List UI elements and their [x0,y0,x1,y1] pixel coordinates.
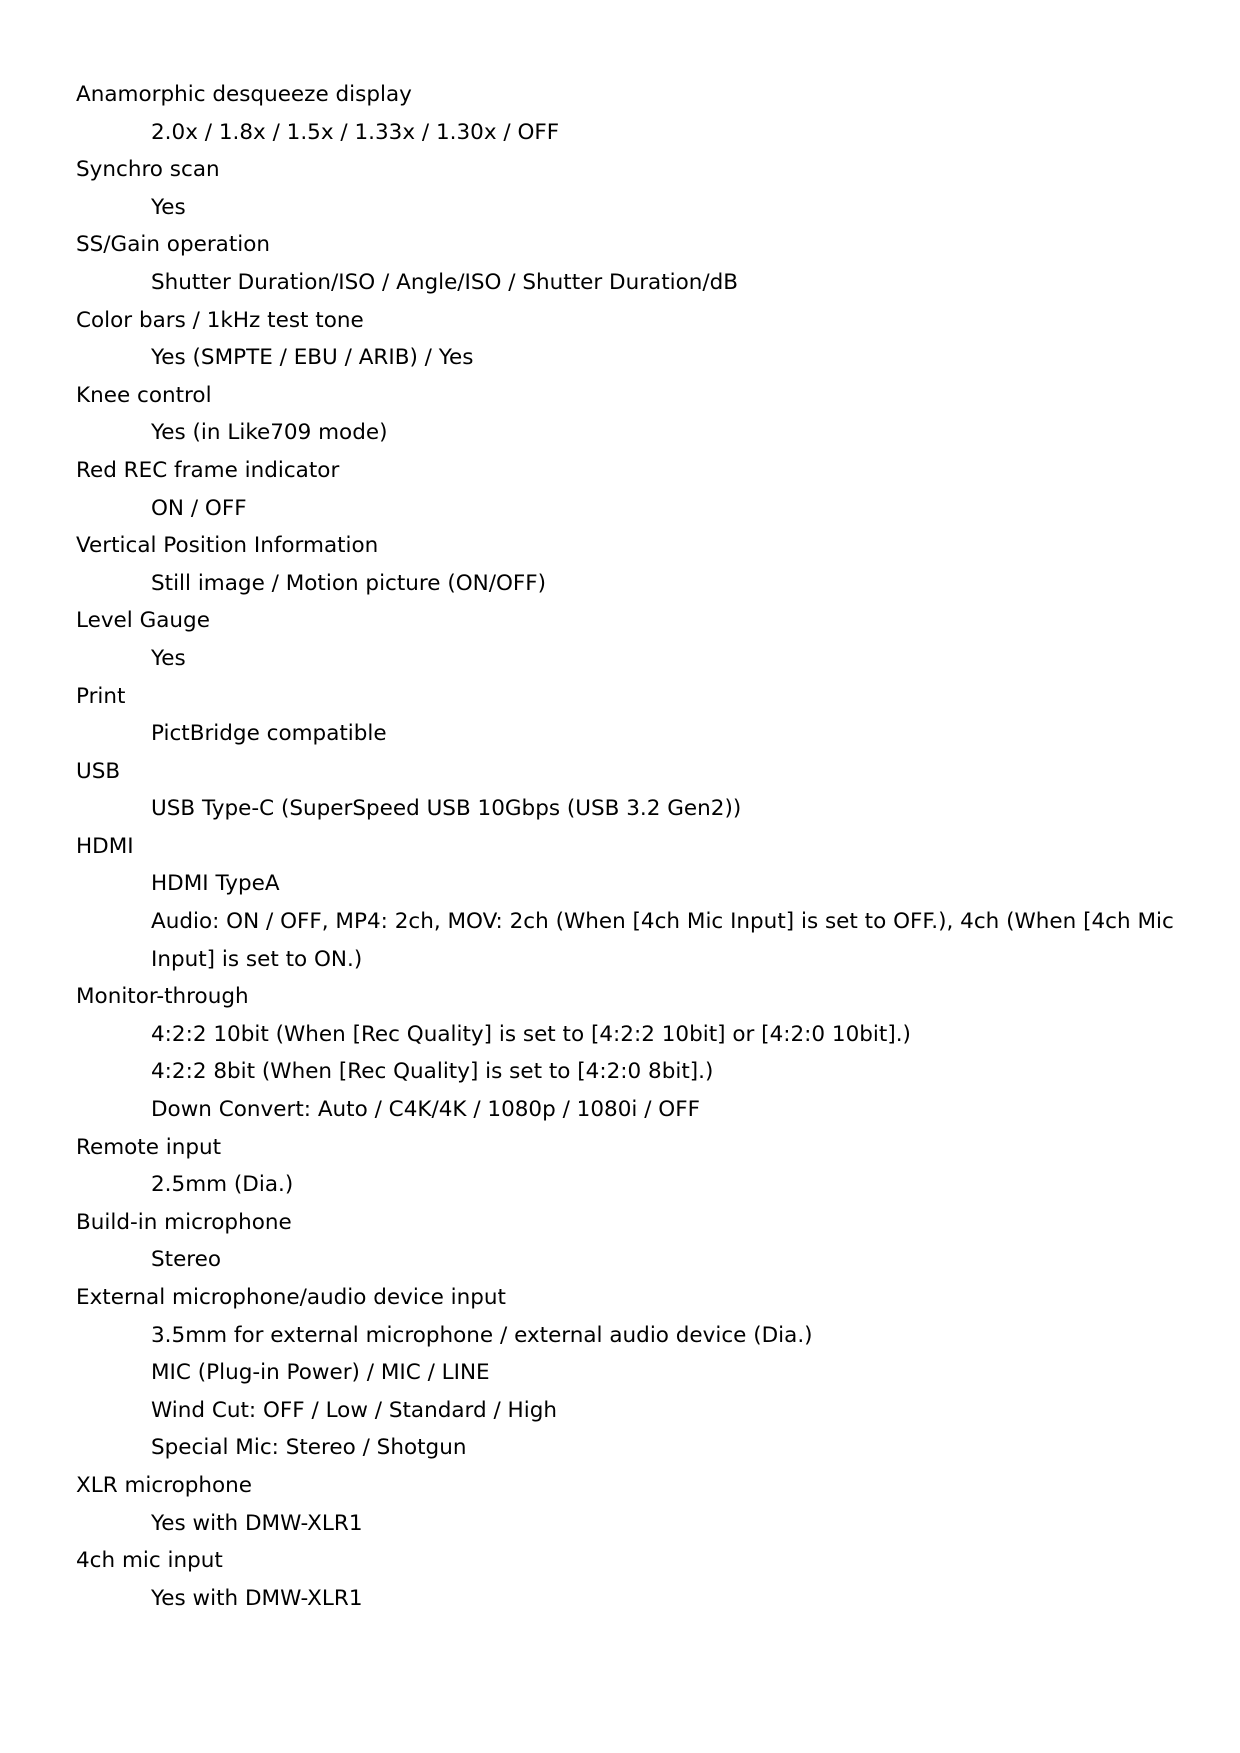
spec-value: PictBridge compatible [151,721,387,747]
spec-item [76,1204,1176,1279]
spec-label: Anamorphic desqueeze display [76,82,412,107]
spec-values [76,715,1176,753]
spec-item [76,1279,1176,1467]
spec-item [76,226,1176,301]
spec-label: Synchro scan [76,157,220,183]
spec-value: Down Convert: Auto / C4K/4K / 1080p / 1080i / OFF [151,1097,700,1123]
spec-value: Special Mic: Stereo / Shotgun [151,1435,467,1461]
spec-value: Shutter Duration/ISO / Angle/ISO / Shutter Duration/dB [151,269,739,295]
spec-item [76,1542,1176,1617]
spec-item [76,753,1176,828]
spec-label: Red REC frame indicator [76,457,340,483]
spec-label: Build-in microphone [76,1209,292,1235]
spec-value: 2.5mm (Dia.) [151,1172,294,1198]
spec-item [76,302,1176,377]
spec-value: 3.5mm for external microphone / external audio device (Dia.) [151,1322,813,1348]
spec-label: Knee control [76,382,212,408]
spec-value: MIC (Plug-in Power) / MIC / LINE [151,1360,490,1386]
spec-label: SS/Gain operation [76,232,271,258]
spec-label: Print [76,683,126,709]
spec-values [76,1016,1176,1129]
spec-value: Still image / Motion picture (ON/OFF) [151,570,547,596]
spec-values [76,1166,1176,1204]
spec-label: Level Gauge [76,608,210,634]
spec-label: Remote input [76,1134,222,1160]
spec-label: XLR microphone [76,1472,253,1498]
spec-value: Yes with DMW-XLR1 [151,1585,363,1611]
spec-label: USB [76,758,121,784]
spec-item [76,1129,1176,1204]
spec-item [76,828,1176,978]
spec-values [76,189,1176,227]
spec-value: Stereo [151,1247,222,1273]
spec-item [76,452,1176,527]
spec-item [76,1467,1176,1542]
spec-item [76,76,1176,151]
spec-value: Yes [151,194,186,220]
spec-value: 2.0x / 1.8x / 1.5x / 1.33x / 1.30x / OFF [151,119,560,145]
spec-value: Yes with DMW-XLR1 [151,1510,363,1536]
spec-value: 4:2:2 10bit (When [Rec Quality] is set to [4:2:2 10bit] or [4:2:0 10bit].) [151,1021,911,1047]
spec-values [76,264,1176,302]
spec-value: Yes [151,645,186,671]
spec-values [76,565,1176,603]
spec-item [76,377,1176,452]
spec-item [76,527,1176,602]
spec-label: Monitor-through [76,984,249,1010]
spec-values [76,865,1176,978]
spec-label: Color bars / 1kHz test tone [76,307,364,333]
spec-values [76,114,1176,152]
spec-values [76,1505,1176,1543]
spec-values [76,414,1176,452]
spec-list [76,76,1176,1617]
spec-value: Yes (in Like709 mode) [151,420,388,446]
spec-values [76,339,1176,377]
spec-value: Audio: ON / OFF, MP4: 2ch, MOV: 2ch (When [4ch Mic Input] is set to OFF.), 4ch (When [4ch Mic Input] is set to ON.) [151,909,1174,972]
spec-value: 4:2:2 8bit (When [Rec Quality] is set to [4:2:0 8bit].) [151,1059,714,1085]
spec-label: HDMI [76,833,134,859]
spec-values [76,1580,1176,1618]
spec-values [76,790,1176,828]
spec-label: 4ch mic input [76,1548,223,1574]
spec-label: Vertical Position Information [76,533,379,559]
spec-item [76,978,1176,1128]
spec-label: External microphone/audio device input [76,1285,506,1310]
spec-values [76,1241,1176,1279]
spec-value: USB Type-C (SuperSpeed USB 10Gbps (USB 3.2 Gen2)) [151,796,742,822]
spec-value: ON / OFF [151,495,247,521]
spec-item [76,678,1176,753]
spec-value: HDMI TypeA [151,871,280,897]
spec-values [76,490,1176,528]
spec-value: Yes (SMPTE / EBU / ARIB) / Yes [151,345,474,371]
spec-values [76,1317,1176,1467]
spec-values [76,640,1176,678]
spec-item [76,602,1176,677]
spec-value: Wind Cut: OFF / Low / Standard / High [151,1397,557,1423]
spec-item [76,151,1176,226]
